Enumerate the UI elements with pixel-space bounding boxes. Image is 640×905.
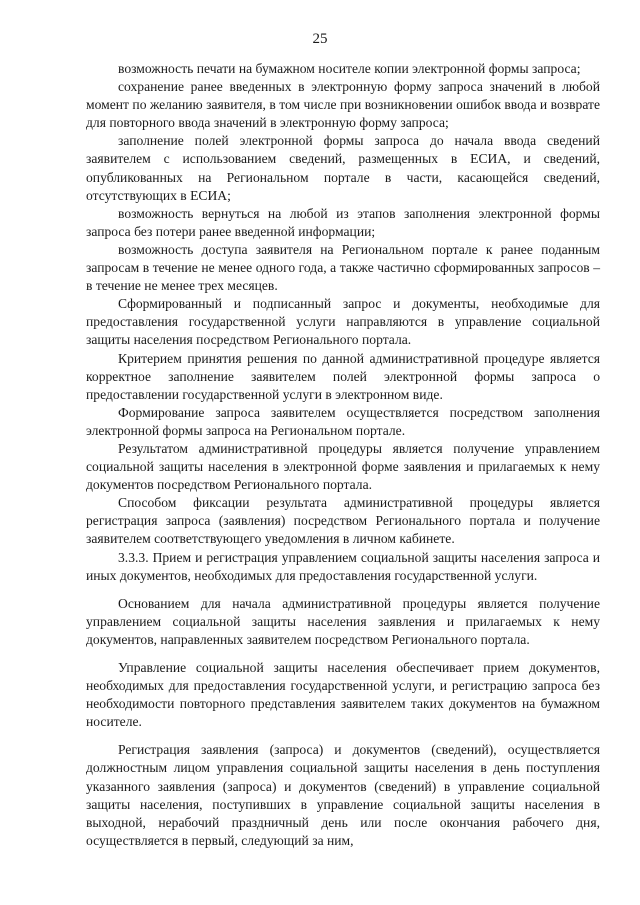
document-body (86, 60, 600, 850)
paragraph-document-acceptance: Управление социальной защиты населения обеспечивает прием документов, необходимых для предоставления государственной услуги, и регистрацию запроса без необходимости повторного представления заявителем таких документов на бумажном носителе. (86, 660, 600, 730)
paragraph-procedure-basis: Основанием для начала административной процедуры является получение управлением социальной защиты населения заявления и прилагаемых к нему документов, направленных заявителем посредством Регионального портала. (86, 595, 600, 647)
paragraph-submitted-request: Сформированный и подписанный запрос и документы, необходимые для предоставления государственной услуги направляются в управление социальной защиты населения посредством Регионального портала. (86, 296, 600, 348)
paragraph-result-fixation: Способом фиксации результата административной процедуры является регистрация запроса (заявления) посредством Регионального портала и получение заявителем соответствующего уведомления в личном кабинете. (86, 495, 600, 547)
paragraph-registration: Регистрация заявления (запроса) и документов (сведений), осуществляется должностным лицом управления социальной защиты населения в день поступления указанного заявления (запроса) и документов (сведений) в управление социальной защиты населения, поступивших в управление социальной защиты населения в выходной, нерабочий праздничный день или после окончания рабочего дня, осуществляется в первый, следующий за ним, (86, 742, 600, 848)
paragraph-form-filling: Формирование запроса заявителем осуществляется посредством заполнения электронной формы запроса на Региональном портале. (86, 404, 600, 438)
paragraph-save-values: сохранение ранее введенных в электронную форму запроса значений в любой момент по желанию заявителя, в том числе при возникновении ошибок ввода и возврате для повторного ввода значений в электронную форму запроса; (86, 79, 600, 131)
paragraph-decision-criterion: Критерием принятия решения по данной административной процедуре является корректное заполнение заявителем полей электронной формы запроса о предоставлении государственной услуги в электронном виде. (86, 350, 600, 402)
section-3-3-3-heading: 3.3.3. Прием и регистрация управлением социальной защиты населения запроса и иных документов, необходимых для предоставления государственной услуги. (86, 549, 600, 583)
page-number: 25 (312, 31, 328, 47)
paragraph-return-step: возможность вернуться на любой из этапов заполнения электронной формы запроса без потери ранее введенной информации; (86, 205, 600, 239)
paragraph-prefill-esia: заполнение полей электронной формы запроса до начала ввода сведений заявителем с использованием сведений, размещенных в ЕСИА, и сведений, опубликованных на Региональном портале в части, касающейся сведений, отсутствующих в ЕСИА; (86, 133, 600, 203)
paragraph-access-requests: возможность доступа заявителя на Региональном портале к ранее поданным запросам в течение не менее одного года, а также частично сформированных запросов – в течение не менее трех месяцев. (86, 241, 600, 294)
paragraph-procedure-result: Результатом административной процедуры является получение управлением социальной защиты населения в электронной форме заявления и прилагаемых к нему документов посредством Регионального портала. (86, 440, 600, 493)
paragraph-print-copy: возможность печати на бумажном носителе копии электронной формы запроса; (118, 61, 581, 76)
